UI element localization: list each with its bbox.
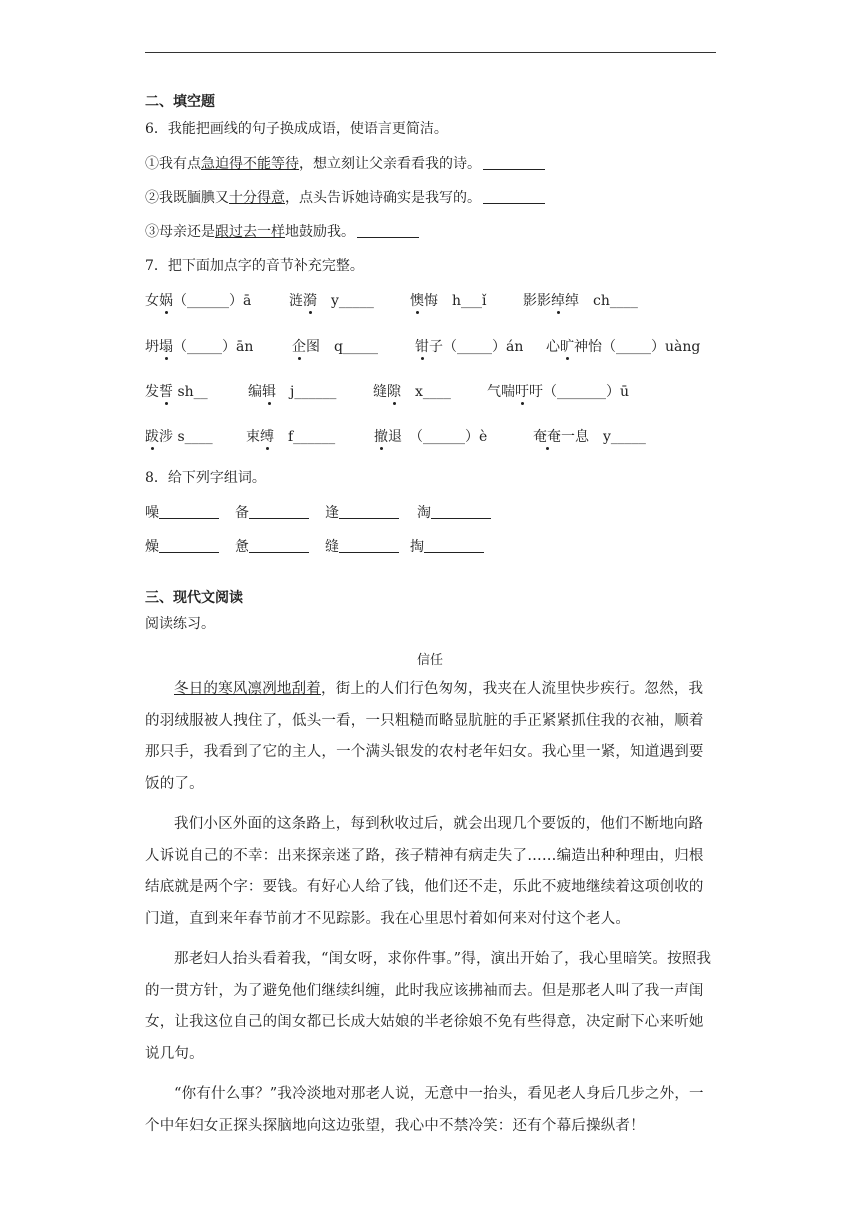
- q8-char: 燥: [145, 539, 159, 555]
- q7-item-pre: 发: [145, 384, 159, 400]
- q7-item-pinyin: 一息 y_____: [561, 429, 646, 445]
- q8-blank[interactable]: [249, 538, 309, 553]
- passage-paragraph-2: 我们小区外面的这条路上，每到秋收过后，就会出现几个要饭的，他们不断地向路人诉说自己的不幸：出来探亲迷了路，孩子精神有病走失了……编造出种种理由，归根结底就是两个字：要钱。有好心人给了钱，他们还不走，乐此不疲地继续着这项创收的门道，直到来年春节前才不见踪影。我在心里思忖着如何来对付这个老人。: [145, 816, 704, 927]
- q7-item[interactable]: [374, 426, 487, 446]
- q7-prompt: 7．把下面加点字的音节补充完整。: [145, 258, 364, 274]
- q7-item-pinyin: 绰 ch____: [565, 293, 638, 309]
- q7-item[interactable]: [246, 426, 335, 446]
- q7-item-pinyin: 子（_____）án: [429, 339, 524, 355]
- q7-item-dotted: 企: [292, 339, 306, 355]
- q7-item[interactable]: [415, 336, 523, 356]
- q7-item-pinyin: x____: [401, 384, 451, 400]
- q8-item[interactable]: [145, 502, 219, 522]
- q7-item-pinyin: y_____: [317, 293, 374, 309]
- q7-item-dotted: 娲: [159, 293, 173, 309]
- q8-char: 逢: [325, 505, 339, 521]
- q7-item-pinyin: 悔 h___ǐ: [424, 293, 487, 309]
- q6-s1-answer-blank[interactable]: [483, 155, 545, 170]
- q7-item-pre: 坍: [145, 339, 159, 355]
- q8-prompt: 8．给下列字组词。: [145, 470, 266, 486]
- q7-item-pre: 女: [145, 293, 159, 309]
- q7-item[interactable]: [248, 381, 336, 401]
- q7-item[interactable]: [523, 290, 638, 310]
- q7-item-pinyin: 图 q_____: [306, 339, 378, 355]
- q7-item[interactable]: [145, 426, 213, 446]
- q7-item-pinyin: j______: [276, 384, 337, 400]
- q7-item-dotted: 缚: [260, 429, 274, 445]
- q7-item-pre: 束: [246, 429, 260, 445]
- q7-item-dotted: 隙: [387, 384, 401, 400]
- q8-item[interactable]: [235, 536, 309, 556]
- q7-item-dotted: 誓: [159, 384, 173, 400]
- q8-blank[interactable]: [431, 504, 491, 519]
- q7-item-dotted: 吁: [515, 384, 529, 400]
- q6-s3-text-a: ③母亲还是: [145, 224, 215, 240]
- q7-item-dotted: 绰: [551, 293, 565, 309]
- q8-item[interactable]: [145, 536, 219, 556]
- q7-item-pre: 涟: [289, 293, 303, 309]
- q7-item[interactable]: [145, 381, 208, 401]
- q7-item-pinyin: sh__: [173, 384, 208, 400]
- q8-char: 淘: [417, 505, 431, 521]
- section-read-heading: 三、现代文阅读: [145, 590, 243, 606]
- q7-item-pinyin: 神怡（_____）uàng: [574, 339, 701, 355]
- q7-item[interactable]: [145, 290, 251, 310]
- q8-char: 备: [235, 505, 249, 521]
- q7-item-pre: 气喘: [487, 384, 515, 400]
- q7-item[interactable]: [289, 290, 374, 310]
- q7-item[interactable]: [546, 336, 700, 356]
- q7-item-dotted: 辑: [262, 384, 276, 400]
- q6-s3-text-b: 地鼓励我。: [285, 224, 355, 240]
- q8-char: 缝: [325, 539, 339, 555]
- q7-item-pinyin: 吁（_______）ū: [529, 384, 630, 400]
- q6-s2-underlined: 十分得意: [229, 190, 285, 206]
- q6-s2-text-b: ，点头告诉她诗确实是我写的。: [285, 190, 481, 206]
- passage-title: 信任: [416, 653, 443, 668]
- q8-blank[interactable]: [159, 538, 219, 553]
- q7-item[interactable]: [410, 290, 487, 310]
- header-rule: [145, 52, 716, 53]
- q6-sentence-3: [145, 221, 419, 241]
- q7-item-pre: 缝: [373, 384, 387, 400]
- q7-item-pre: 心: [546, 339, 560, 355]
- q8-item[interactable]: [325, 502, 399, 522]
- q7-item-pinyin: f______: [274, 429, 336, 445]
- q7-item-dotted: 旷: [560, 339, 574, 355]
- q6-s3-answer-blank[interactable]: [357, 223, 419, 238]
- q8-item[interactable]: [417, 502, 491, 522]
- q6-s1-text-a: ①我有点: [145, 156, 201, 172]
- q8-blank[interactable]: [339, 538, 399, 553]
- q8-item[interactable]: [325, 536, 399, 556]
- q7-item[interactable]: [487, 381, 629, 401]
- q8-blank[interactable]: [424, 538, 484, 553]
- passage-paragraph-3: 那老妇人抬头看着我，“闺女呀，求你件事。”得，演出开始了，我心里暗笑。按照我的一贯方针，为了避免他们继续纠缠，此时我应该拂袖而去。但是那老人叫了我一声闺女，让我这位自己的闺女都已长成大姑娘的半老徐娘不免有些得意，决定耐下心来听她说几句。: [145, 951, 712, 1062]
- passage-p1-rest: ，街上的人们行色匆匆，我夹在人流里快步疾行。忽然，我的羽绒服被人拽住了，低头一看，一只粗糙而略显肮脏的手正紧紧抓住我的衣袖，顺着那只手，我看到了它的主人，一个满头银发的农村老年妇女。我心里一紧，知道遇到要饭的了。: [145, 681, 704, 792]
- q8-char: 噪: [145, 505, 159, 521]
- passage-paragraph-1: [145, 674, 717, 800]
- q8-blank[interactable]: [249, 504, 309, 519]
- q7-item-pre: 影影: [523, 293, 551, 309]
- q7-item[interactable]: [292, 336, 378, 356]
- q6-s3-underlined: 跟过去一样: [215, 224, 285, 240]
- q7-item-pinyin: 退 （______）è: [388, 429, 488, 445]
- q7-item-pinyin: 涉 s____: [159, 429, 213, 445]
- q8-char: 惫: [235, 539, 249, 555]
- q7-item-pinyin: （_____）ān: [173, 339, 254, 355]
- q7-item-dotted: 塌: [159, 339, 173, 355]
- q6-s2-answer-blank[interactable]: [483, 189, 545, 204]
- q8-item[interactable]: [235, 502, 309, 522]
- q8-blank[interactable]: [339, 504, 399, 519]
- q7-item-pre: 编: [248, 384, 262, 400]
- q7-item-dotted: 撤: [374, 429, 388, 445]
- q6-sentence-1: [145, 153, 545, 173]
- q7-item-dotted: 漪: [303, 293, 317, 309]
- q6-sentence-2: [145, 187, 545, 207]
- q7-item-dotted: 钳: [415, 339, 429, 355]
- q7-item[interactable]: [145, 336, 253, 356]
- q6-prompt: 6．我能把画线的句子换成成语，使语言更简洁。: [145, 121, 448, 137]
- q6-s2-text-a: ②我既腼腆又: [145, 190, 229, 206]
- q7-item-dotted: 奄奄: [533, 429, 561, 445]
- q8-char: 掏: [410, 539, 424, 555]
- q7-item[interactable]: [373, 381, 451, 401]
- q7-item[interactable]: [533, 426, 646, 446]
- passage-p1-underlined: 冬日的寒风凛冽地刮着: [174, 681, 321, 697]
- q7-item-dotted: 跋: [145, 429, 159, 445]
- q7-item-dotted: 懊: [410, 293, 424, 309]
- q7-item-pinyin: （______）ā: [173, 293, 252, 309]
- section-fill-heading: 二、填空题: [145, 94, 215, 110]
- q8-blank[interactable]: [159, 504, 219, 519]
- q6-s1-underlined: 急迫得不能等待: [201, 156, 299, 172]
- q8-item[interactable]: [410, 536, 484, 556]
- passage-body: [145, 674, 717, 1142]
- q6-s1-text-b: ，想立刻让父亲看看我的诗。: [299, 156, 481, 172]
- reading-intro: 阅读练习。: [145, 616, 215, 632]
- passage-paragraph-4: “你有什么事？”我冷淡地对那老人说，无意中一抬头，看见老人身后几步之外，一个中年妇女正探头探脑地向这边张望，我心中不禁冷笑：还有个幕后操纵者！: [145, 1086, 704, 1134]
